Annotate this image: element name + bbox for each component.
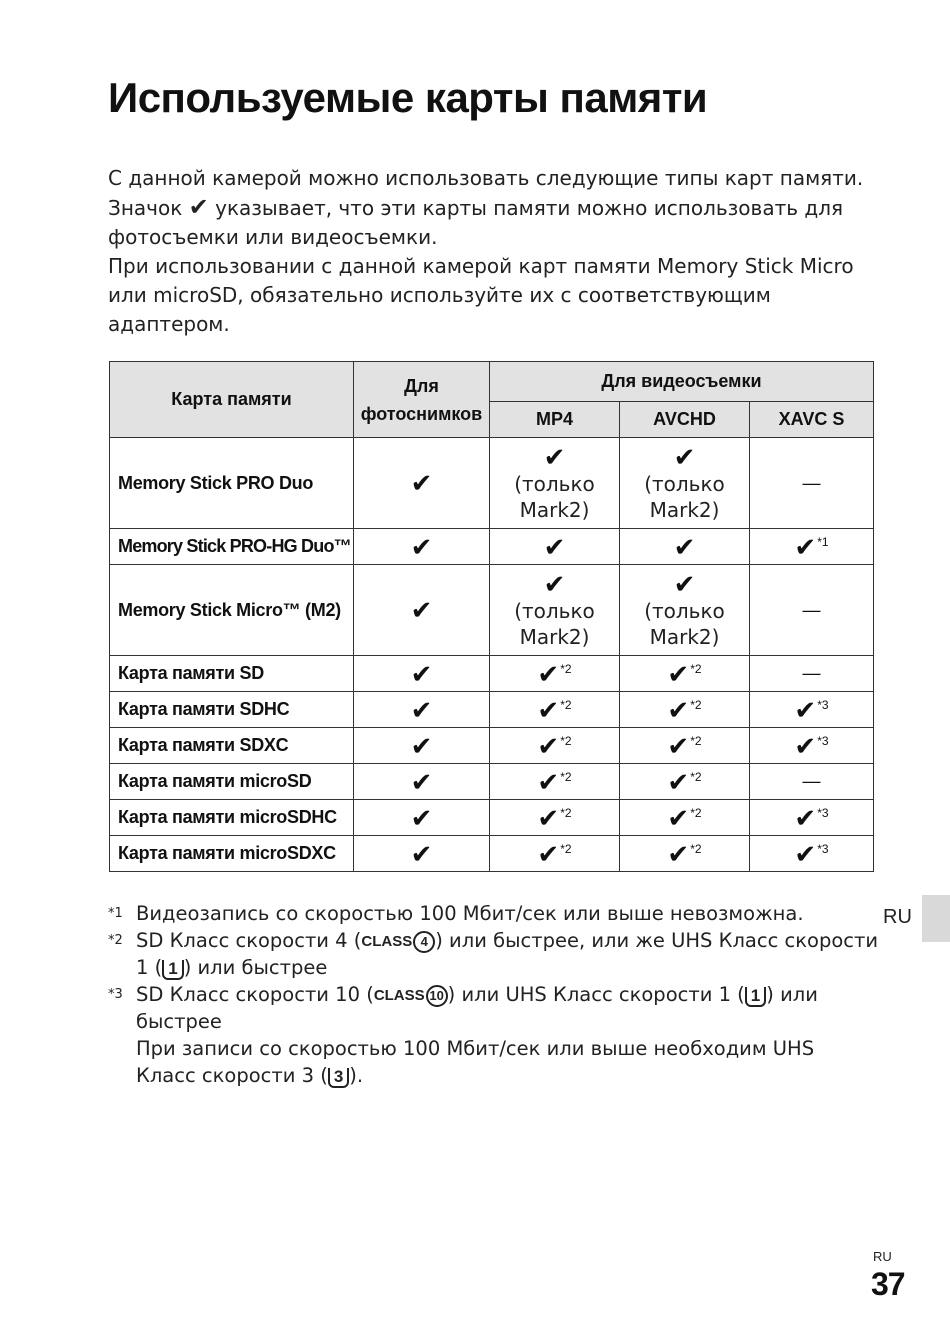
check-icon: ✔ — [410, 595, 433, 625]
cell-xavcs — [750, 764, 874, 800]
cell-note: (только Mark2) — [644, 599, 725, 649]
cell-note: (только Mark2) — [514, 472, 595, 522]
cell-avchd — [620, 836, 750, 872]
sd-class-10-logo — [374, 985, 448, 1007]
check-icon: ✔ — [410, 694, 433, 725]
table-row — [110, 836, 874, 872]
footnote-text: Видеозапись со скоростью 100 Мбит/сек или выше невозможна. — [136, 902, 804, 925]
language-label: RU — [883, 906, 912, 928]
table-row — [110, 565, 874, 656]
cell-note: (только Mark2) — [514, 599, 595, 649]
footnote-text-part: ) или быстрее — [136, 983, 818, 1033]
footnote-text-part: SD Класс скорости 4 ( — [136, 929, 362, 952]
check-icon: ✔ — [543, 442, 566, 472]
footnote-text-part: ). — [349, 1064, 364, 1087]
cell-note: (только Mark2) — [644, 472, 725, 522]
cell-mp4 — [490, 728, 620, 764]
dash-mark: — — [802, 472, 821, 493]
cell-avchd — [620, 438, 750, 529]
cell-xavcs — [750, 656, 874, 692]
row-card-name: Memory Stick PRO Duo — [110, 438, 354, 529]
cell-mp4 — [490, 764, 620, 800]
footnote-ref: *2 — [560, 769, 572, 784]
table-row — [110, 728, 874, 764]
cell-photo — [354, 836, 490, 872]
footnote-text-part: ) или UHS Класс скорости 1 ( — [447, 983, 745, 1006]
footnote-text-part: ) или быстрее — [183, 956, 328, 979]
dash-mark: — — [802, 771, 821, 791]
check-icon: ✔ — [667, 766, 690, 797]
cell-avchd — [620, 692, 750, 728]
uhs-class-1-icon: 1 — [745, 987, 766, 1007]
check-icon: ✔ — [673, 531, 696, 562]
check-icon: ✔ — [537, 766, 560, 797]
cell-xavcs — [750, 728, 874, 764]
cell-photo — [354, 438, 490, 529]
footnote-mark: *2 — [108, 933, 123, 948]
cell-mp4 — [490, 529, 620, 565]
cell-mp4 — [490, 800, 620, 836]
cell-photo — [354, 728, 490, 764]
header-avchd: AVCHD — [620, 402, 750, 438]
footnote-mark: *3 — [108, 987, 123, 1002]
check-icon: ✔ — [794, 730, 817, 761]
intro-text — [108, 164, 898, 339]
check-icon: ✔ — [667, 802, 690, 833]
footnote-text-part: При записи со скоростью 100 Мбит/сек или выше необходим UHS Класс скорости 3 ( — [136, 1037, 815, 1087]
footnote-ref: *3 — [817, 841, 829, 856]
cell-mp4 — [490, 438, 620, 529]
footnote-text-part: ) или быстрее, или же UHS Класс скорости 1 ( — [136, 929, 879, 979]
table-row — [110, 800, 874, 836]
check-icon: ✔ — [537, 658, 560, 689]
page-language: RU — [873, 1249, 892, 1264]
class-logo-number: 4 — [413, 931, 435, 953]
footnote-text — [136, 1035, 878, 1089]
check-icon: ✔ — [410, 766, 433, 797]
footnote-2 — [108, 927, 878, 981]
footnotes — [108, 900, 878, 1089]
table-row — [110, 764, 874, 800]
row-card-name: Карта памяти microSDHC — [110, 800, 354, 836]
row-card-name: Карта памяти SDHC — [110, 692, 354, 728]
check-icon: ✔ — [543, 569, 566, 599]
check-icon: ✔ — [673, 442, 696, 472]
table-row — [110, 529, 874, 565]
footnote-ref: *3 — [817, 733, 829, 748]
page-title: Используемые карты памяти — [108, 74, 708, 121]
cell-avchd — [620, 728, 750, 764]
cell-mp4 — [490, 692, 620, 728]
check-icon: ✔ — [673, 569, 696, 599]
check-icon: ✔ — [667, 658, 690, 689]
intro-line-1: С данной камерой можно использовать следующие типы карт памяти. Значок — [108, 166, 864, 220]
cell-mp4 — [490, 656, 620, 692]
cell-mp4 — [490, 565, 620, 656]
header-mp4: MP4 — [490, 402, 620, 438]
table-row — [110, 438, 874, 529]
footnote-ref: *2 — [560, 841, 572, 856]
check-icon: ✔ — [667, 730, 690, 761]
footnote-text — [136, 981, 878, 1035]
header-video: Для видеосъемки — [490, 362, 874, 402]
footnote-3 — [108, 981, 878, 1089]
cell-avchd — [620, 529, 750, 565]
cell-avchd — [620, 764, 750, 800]
check-icon: ✔ — [410, 802, 433, 833]
cell-photo — [354, 764, 490, 800]
cell-mp4 — [490, 836, 620, 872]
cell-photo — [354, 800, 490, 836]
intro-paragraph-1 — [108, 164, 898, 252]
footnote-ref: *2 — [690, 841, 702, 856]
footnote-ref: *2 — [690, 805, 702, 820]
row-card-name: Memory Stick Micro™ (M2) — [110, 565, 354, 656]
check-icon: ✔ — [410, 730, 433, 761]
cell-avchd — [620, 800, 750, 836]
cell-avchd — [620, 656, 750, 692]
footnote-ref: *3 — [817, 805, 829, 820]
footnote-mark: *1 — [108, 906, 123, 921]
check-icon: ✔ — [794, 802, 817, 833]
class-logo-word: CLASS — [361, 933, 413, 950]
table-row — [110, 692, 874, 728]
check-icon: ✔ — [410, 838, 433, 869]
cell-photo — [354, 656, 490, 692]
footnote-text — [136, 927, 878, 981]
check-icon: ✔ — [537, 730, 560, 761]
footnote-ref: *2 — [560, 697, 572, 712]
footnote-ref: *2 — [690, 769, 702, 784]
footnote-ref: *2 — [690, 733, 702, 748]
class-logo-number: 10 — [426, 985, 448, 1007]
footnote-ref: *2 — [690, 697, 702, 712]
footnote-ref: *2 — [690, 661, 702, 676]
cell-xavcs — [750, 800, 874, 836]
header-card: Карта памяти — [110, 362, 354, 438]
check-icon: ✔ — [188, 193, 209, 221]
row-card-name: Карта памяти microSD — [110, 764, 354, 800]
memory-card-table — [109, 361, 874, 872]
footnote-ref: *3 — [817, 697, 829, 712]
check-icon: ✔ — [537, 802, 560, 833]
check-icon: ✔ — [410, 468, 433, 498]
check-icon: ✔ — [794, 838, 817, 869]
row-card-name: Memory Stick PRO-HG Duo™ — [110, 529, 354, 565]
table-row — [110, 656, 874, 692]
check-icon: ✔ — [667, 838, 690, 869]
header-photo — [354, 362, 490, 438]
check-icon: ✔ — [794, 531, 817, 562]
uhs-class-1-icon: 1 — [162, 960, 183, 980]
header-photo-label: Для фотоснимков — [360, 375, 483, 424]
intro-line-2: указывает, что эти карты памяти можно использовать для фотосъемки или видеосъемки. — [108, 196, 844, 249]
check-icon: ✔ — [667, 694, 690, 725]
class-logo-word: CLASS — [373, 987, 425, 1004]
footnote-ref: *1 — [817, 534, 829, 549]
check-icon: ✔ — [410, 658, 433, 689]
cell-xavcs — [750, 565, 874, 656]
cell-photo — [354, 529, 490, 565]
row-card-name: Карта памяти microSDXC — [110, 836, 354, 872]
cell-avchd — [620, 565, 750, 656]
sd-class-4-logo — [361, 931, 435, 953]
footnote-ref: *2 — [560, 733, 572, 748]
cell-xavcs — [750, 438, 874, 529]
header-xavcs: XAVC S — [750, 402, 874, 438]
row-card-name: Карта памяти SDXC — [110, 728, 354, 764]
uhs-class-3-icon: 3 — [328, 1068, 349, 1088]
side-tab — [922, 895, 950, 942]
cell-xavcs — [750, 529, 874, 565]
check-icon: ✔ — [410, 531, 433, 562]
page-number: 37 — [871, 1266, 905, 1302]
footnote-ref: *2 — [560, 661, 572, 676]
dash-mark: — — [802, 663, 821, 683]
check-icon: ✔ — [537, 838, 560, 869]
cell-photo — [354, 565, 490, 656]
footnote-ref: *2 — [560, 805, 572, 820]
footnote-1 — [108, 900, 878, 927]
footnote-text-part: SD Класс скорости 10 ( — [136, 983, 374, 1006]
cell-xavcs — [750, 836, 874, 872]
intro-paragraph-2: При использовании с данной камерой карт памяти Memory Stick Micro или microSD, обязательно используйте их с соответствующим адаптером. — [108, 254, 854, 336]
check-icon: ✔ — [543, 531, 566, 562]
check-icon: ✔ — [794, 694, 817, 725]
row-card-name: Карта памяти SD — [110, 656, 354, 692]
cell-photo — [354, 692, 490, 728]
dash-mark: — — [802, 599, 821, 620]
cell-xavcs — [750, 692, 874, 728]
check-icon: ✔ — [537, 694, 560, 725]
